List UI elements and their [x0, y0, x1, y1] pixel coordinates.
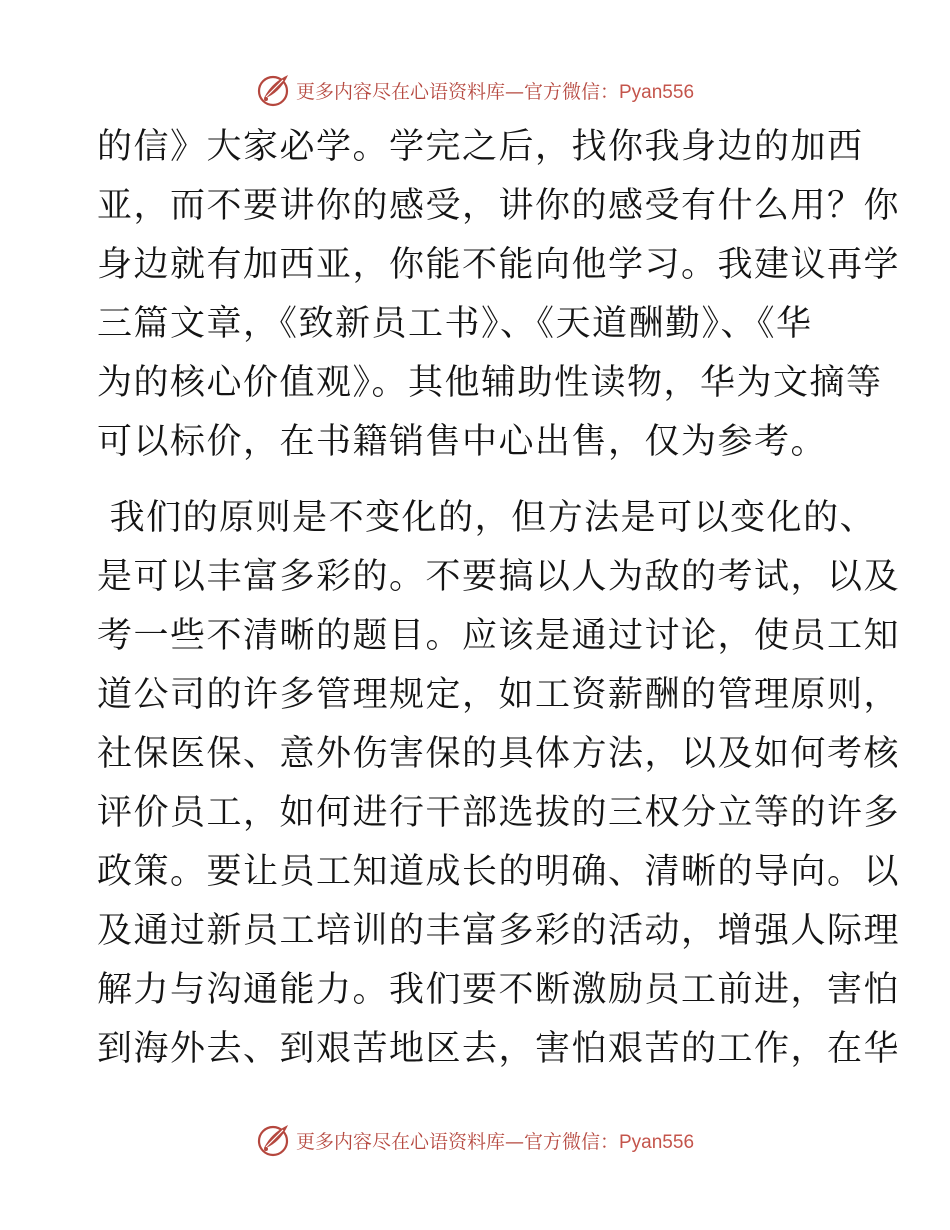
- document-body: [97, 118, 901, 1079]
- text-line: 三篇文章，《致新员工书》、《天道酬勤》、《华: [97, 304, 813, 344]
- feather-pen-logo-icon: [256, 72, 292, 108]
- feather-pen-logo-icon: [256, 1122, 292, 1158]
- text-line: 道公司的许多管理规定，如工资薪酬的管理原则，: [97, 675, 901, 715]
- footer-separator: —: [504, 1130, 524, 1153]
- header-text: [296, 77, 694, 104]
- header-site-text: 更多内容尽在心语资料库: [295, 80, 505, 103]
- text-line: 解力与沟通能力。我们要不断激励员工前进，害怕: [97, 970, 901, 1010]
- header-separator: —: [504, 80, 524, 103]
- footer-text: [296, 1127, 694, 1154]
- footer-wechat-label: 官方微信：: [523, 1130, 619, 1153]
- text-line: 社保医保、意外伤害保的具体方法，以及如何考核: [97, 734, 901, 774]
- text-line: 亚，而不要讲你的感受，讲你的感受有什么用？你: [97, 186, 901, 226]
- footer-site-text: 更多内容尽在心语资料库: [295, 1130, 505, 1153]
- footer-banner: [0, 1120, 950, 1160]
- text-line: 的信》大家必学。学完之后，找你我身边的加西: [97, 127, 864, 167]
- text-line: 可以标价，在书籍销售中心出售，仅为参考。: [97, 422, 828, 462]
- text-line: 及通过新员工培训的丰富多彩的活动，增强人际理: [97, 911, 901, 951]
- text-line: 我们的原则是不变化的，但方法是可以变化的、: [97, 498, 877, 538]
- text-line: 评价员工，如何进行干部选拔的三权分立等的许多: [97, 793, 901, 833]
- text-line: 身边就有加西亚，你能不能向他学习。我建议再学: [97, 245, 901, 285]
- paragraph-1: [97, 118, 901, 472]
- text-line: 到海外去、到艰苦地区去，害怕艰苦的工作，在华: [97, 1029, 901, 1069]
- text-line: 政策。要让员工知道成长的明确、清晰的导向。以: [97, 852, 901, 892]
- header-wechat-id: Pyan556: [619, 81, 695, 103]
- text-line: 为的核心价值观》。其他辅助性读物，华为文摘等: [97, 363, 883, 403]
- paragraph-2: [97, 489, 901, 1079]
- text-line: 是可以丰富多彩的。不要搞以人为敌的考试，以及: [97, 557, 901, 597]
- header-banner: [0, 70, 950, 110]
- header-wechat-label: 官方微信：: [523, 80, 619, 103]
- footer-wechat-id: Pyan556: [619, 1131, 695, 1153]
- text-line: 考一些不清晰的题目。应该是通过讨论，使员工知: [97, 616, 901, 656]
